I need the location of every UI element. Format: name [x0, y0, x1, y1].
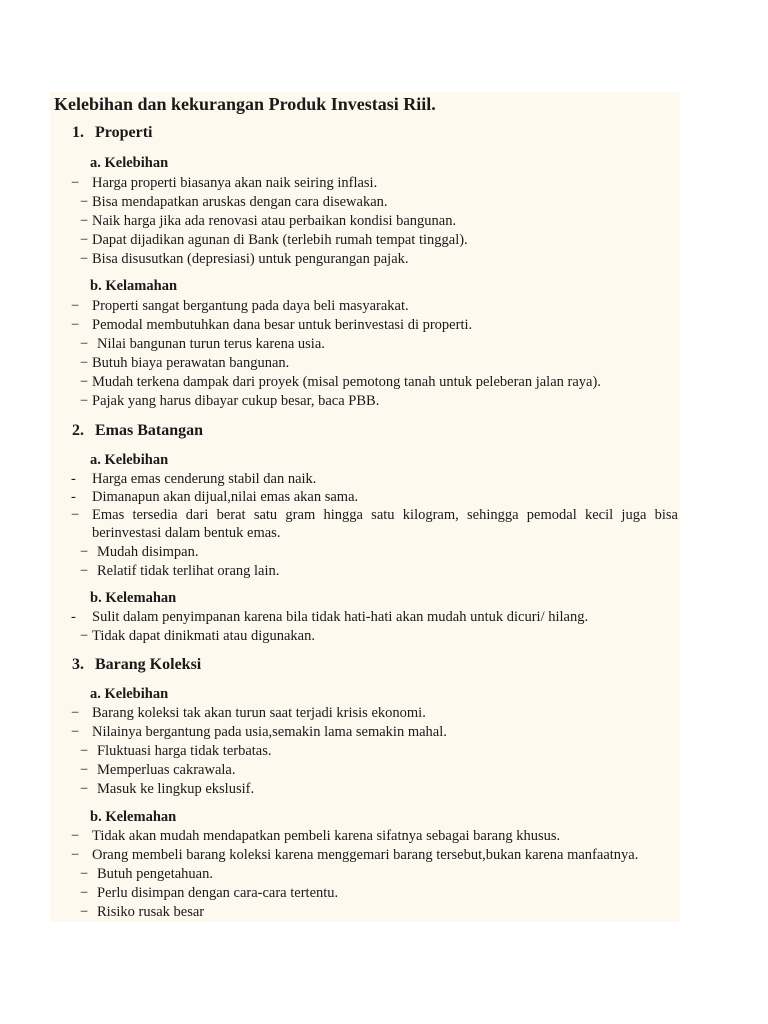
- list-item-text: Bisa disusutkan (depresiasi) untuk pengurangan pajak.: [92, 251, 409, 267]
- list-item-text: Pemodal membutuhkan dana besar untuk berinvestasi di properti.: [92, 317, 473, 333]
- section-heading-properti: [72, 124, 152, 142]
- list-item-text: Fluktuasi harga tidak terbatas.: [97, 743, 272, 759]
- bullet-dash: −: [80, 213, 89, 229]
- bullet-dash: −: [71, 298, 80, 314]
- subheading-kelemahan: b. Kelamahan: [90, 278, 178, 294]
- list-item-text-continuation: berinvestasi dalam bentuk emas.: [92, 525, 281, 541]
- list-item: [80, 354, 289, 372]
- list-item: [71, 704, 426, 722]
- bullet-dash: −: [80, 374, 89, 390]
- list-item-text: Tidak akan mudah mendapatkan pembeli karena sifatnya sebagai barang khusus.: [92, 828, 561, 844]
- list-item: [80, 231, 468, 249]
- bullet-dash: −: [80, 781, 89, 797]
- list-item-text: Dimanapun akan dijual,nilai emas akan sama.: [92, 489, 359, 505]
- list-item: [80, 373, 601, 391]
- list-item-text-line: Emas tersedia dari berat satu gram hingga satu kilogram, sehingga pemodal kecil juga bisa: [92, 507, 678, 523]
- list-item-text: Mudah disimpan.: [97, 544, 199, 560]
- bullet-dash: −: [80, 544, 89, 560]
- subheading-kelebihan: a. Kelebihan: [90, 155, 169, 171]
- section-number: 1.: [72, 124, 84, 141]
- bullet-dash: −: [80, 743, 89, 759]
- list-item-text: Nilai bangunan turun terus karena usia.: [97, 336, 325, 352]
- section-heading-emas-batangan: [72, 422, 203, 440]
- list-item: [80, 742, 272, 760]
- list-item: [71, 316, 472, 334]
- list-item-text: [71, 506, 678, 524]
- bullet-dash: −: [80, 232, 89, 248]
- list-item-text: Risiko rusak besar: [97, 904, 205, 920]
- list-item-text: Dapat dijadikan agunan di Bank (terlebih rumah tempat tinggal).: [92, 232, 468, 248]
- list-item: [80, 627, 315, 645]
- list-item: [71, 846, 638, 864]
- list-item-text: Pajak yang harus dibayar cukup besar, baca PBB.: [92, 393, 380, 409]
- bullet-dash: −: [80, 866, 89, 882]
- section-title: Properti: [95, 124, 153, 141]
- bullet-dash: −: [71, 175, 80, 191]
- list-item: [80, 392, 379, 410]
- bullet-dash: −: [80, 628, 89, 644]
- list-item: [80, 250, 409, 268]
- bullet-dash: -: [71, 489, 76, 505]
- bullet-dash: −: [80, 336, 89, 352]
- list-item-text: Orang membeli barang koleksi karena menggemari barang tersebut,bukan karena manfaatnya.: [92, 847, 639, 863]
- bullet-dash: -: [71, 471, 76, 487]
- list-item: [71, 488, 358, 506]
- list-item-text: Barang koleksi tak akan turun saat terjadi krisis ekonomi.: [92, 705, 426, 721]
- list-item-text: Masuk ke lingkup ekslusif.: [97, 781, 255, 797]
- section-number: 2.: [72, 422, 84, 439]
- bullet-dash: −: [71, 724, 80, 740]
- list-item-text: Bisa mendapatkan aruskas dengan cara disewakan.: [92, 194, 388, 210]
- list-item: [71, 506, 678, 542]
- section-title: Emas Batangan: [95, 422, 204, 439]
- list-item: [80, 193, 388, 211]
- list-item-text: Nilainya bergantung pada usia,semakin lama semakin mahal.: [92, 724, 447, 740]
- list-item-text: Sulit dalam penyimpanan karena bila tidak hati-hati akan mudah untuk dicuri/ hilang.: [92, 609, 589, 625]
- list-item-text: Memperluas cakrawala.: [97, 762, 236, 778]
- list-item: [71, 297, 409, 315]
- list-item: [80, 212, 456, 230]
- list-item-text: Harga emas cenderung stabil dan naik.: [92, 471, 317, 487]
- list-item: [80, 543, 199, 561]
- document-page: [50, 92, 680, 922]
- bullet-dash: −: [71, 317, 80, 333]
- list-item-text: Tidak dapat dinikmati atau digunakan.: [92, 628, 315, 644]
- list-item: [80, 562, 279, 580]
- list-item: [71, 827, 560, 845]
- list-item: [71, 723, 447, 741]
- bullet-dash: −: [80, 563, 89, 579]
- list-item-text: Relatif tidak terlihat orang lain.: [97, 563, 280, 579]
- list-item-text: Mudah terkena dampak dari proyek (misal pemotong tanah untuk peleberan jalan raya).: [92, 374, 601, 390]
- bullet-dash: −: [71, 828, 80, 844]
- list-item-text: Perlu disimpan dengan cara-cara tertentu.: [97, 885, 339, 901]
- list-item: [80, 335, 325, 353]
- section-heading-barang-koleksi: [72, 656, 201, 674]
- document-title: Kelebihan dan kekurangan Produk Investasi Riil.: [54, 94, 436, 114]
- bullet-dash: −: [80, 885, 89, 901]
- list-item: [80, 903, 204, 921]
- bullet-dash: −: [80, 251, 89, 267]
- list-item: [80, 865, 213, 883]
- list-item-text: Butuh pengetahuan.: [97, 866, 213, 882]
- list-item: [80, 761, 236, 779]
- list-item: [71, 174, 377, 192]
- bullet-dash: -: [71, 609, 76, 625]
- list-item-text: Harga properti biasanya akan naik seiring inflasi.: [92, 175, 378, 191]
- list-item-text: Naik harga jika ada renovasi atau perbaikan kondisi bangunan.: [92, 213, 457, 229]
- bullet-dash: −: [80, 194, 89, 210]
- section-number: 3.: [72, 656, 84, 673]
- subheading-kelemahan: b. Kelemahan: [90, 590, 177, 606]
- section-title: Barang Koleksi: [95, 656, 202, 673]
- bullet-dash: −: [80, 393, 89, 409]
- bullet-dash: −: [71, 507, 80, 523]
- subheading-kelemahan: b. Kelemahan: [90, 809, 177, 825]
- list-item: [80, 884, 338, 902]
- subheading-kelebihan: a. Kelebihan: [90, 686, 169, 702]
- list-item-text: Properti sangat bergantung pada daya beli masyarakat.: [92, 298, 409, 314]
- list-item: [71, 608, 588, 626]
- list-item-text: Butuh biaya perawatan bangunan.: [92, 355, 290, 371]
- bullet-dash: −: [80, 762, 89, 778]
- subheading-kelebihan: a. Kelebihan: [90, 452, 169, 468]
- bullet-dash: −: [80, 904, 89, 920]
- list-item: [80, 780, 254, 798]
- bullet-dash: −: [71, 847, 80, 863]
- list-item: [71, 470, 316, 488]
- bullet-dash: −: [71, 705, 80, 721]
- bullet-dash: −: [80, 355, 89, 371]
